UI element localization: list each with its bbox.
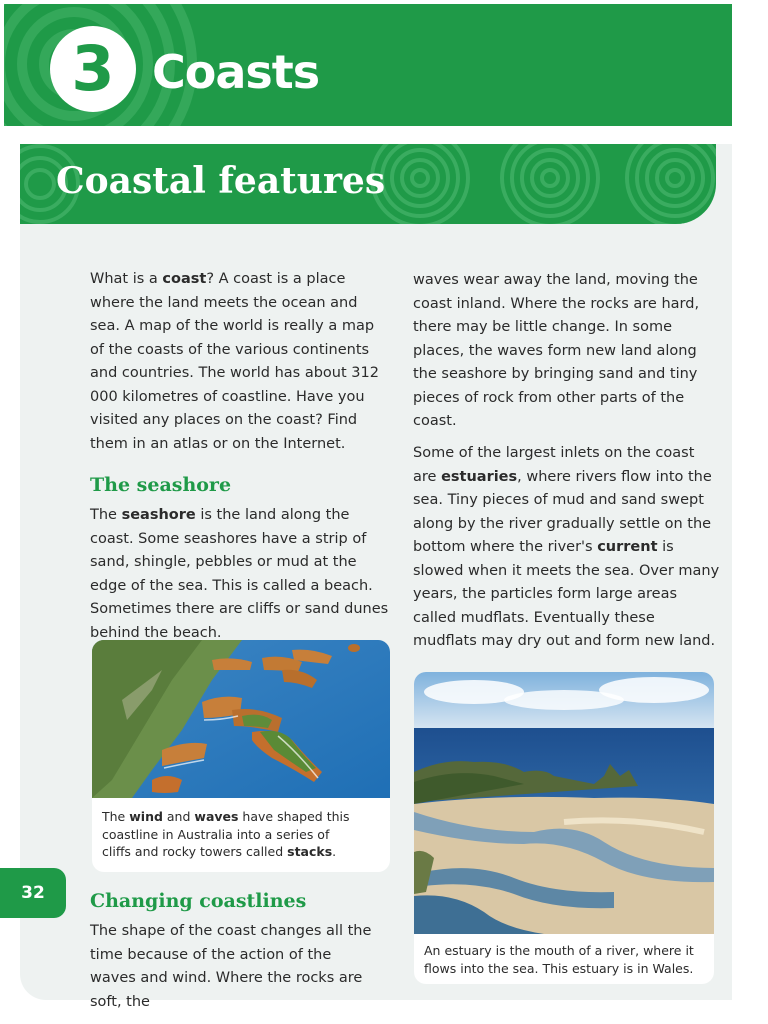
chapter-banner	[4, 4, 732, 126]
erosion-paragraph: waves wear away the land, moving the coast inland. Where the rocks are hard, there may be little change. In some places, the waves form new land along the seashore by bringing sand and tiny pieces of rock from other parts of the coast.	[413, 272, 700, 429]
estuary-photo	[414, 672, 714, 934]
intro-paragraph: What is a coast? A coast is a place where the land meets the ocean and sea. A map of the world is really a map of the coasts of the various continents and countries. The world has about 312 000 kilometres of coastline. Have you visited any places on the coast? Find them in an atlas or on the Internet.	[90, 271, 379, 452]
photo-card-australia	[92, 640, 390, 872]
photo-card-estuary	[414, 672, 714, 984]
section-title: Coastal features	[56, 160, 386, 202]
changing-coastlines-heading: Changing coastlines	[90, 890, 307, 912]
photo2-caption: An estuary is the mouth of a river, where it flows into the sea. This estuary is in Wales.	[424, 943, 694, 976]
section-banner	[20, 144, 716, 224]
page-number-tab	[0, 868, 66, 918]
chapter-number: 3	[71, 32, 115, 105]
chapter-title: Coasts	[152, 45, 320, 99]
seashore-paragraph: The seashore is the land along the coast. Some seashores have a strip of sand, shingle, pebbles or mud at the edge of the sea. This is called a beach. Sometimes there are cliffs or sand dunes behind the beach.	[90, 507, 389, 641]
coastline-stacks-photo	[92, 640, 390, 798]
chapter-number-badge	[50, 26, 136, 112]
changing-coastlines-paragraph: The shape of the coast changes all the time because of the action of the waves and wind. Where the rocks are soft, the	[90, 923, 372, 1010]
estuaries-paragraph: Some of the largest inlets on the coast are estuaries, where rivers flow into the sea. Tiny pieces of mud and sand swept along by the river gradually settle on the bottom where the river's current is slowed when it meets the sea. Over many years, the particles form large areas called mudflats. Eventually these mudflats may dry out and form new land.	[413, 445, 720, 649]
seashore-heading: The seashore	[90, 474, 232, 496]
photo1-caption: The wind and waves have shaped this coastline in Australia into a series of cliffs and rocky towers called stacks.	[102, 809, 350, 859]
page-number: 32	[21, 883, 45, 903]
